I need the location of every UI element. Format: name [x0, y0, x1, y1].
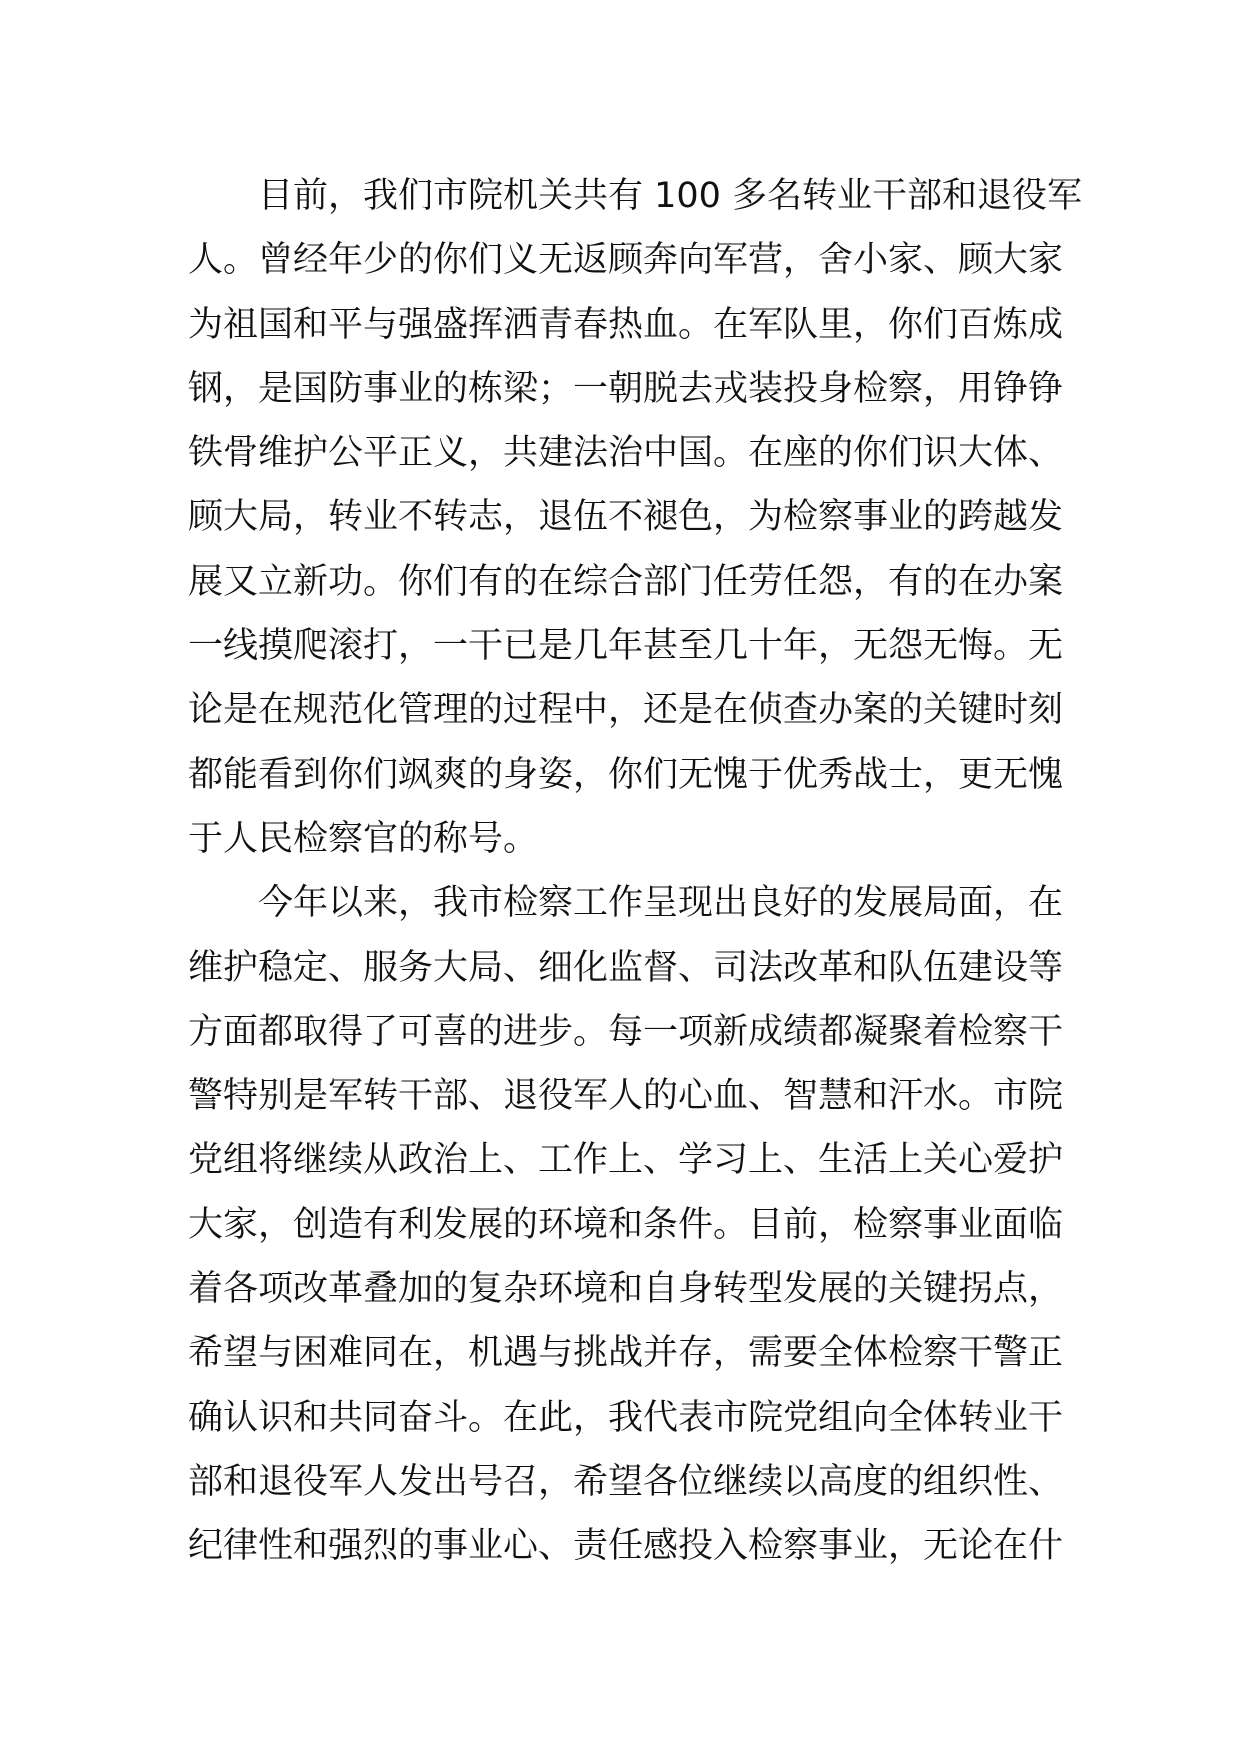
text-line: 大家，创造有利发展的环境和条件。目前，检察事业面临	[188, 1204, 1064, 1245]
text-line: 今年以来，我市检察工作呈现出良好的发展局面，在	[258, 883, 1064, 924]
text-line: 铁骨维护公平正义，共建法治中国。在座的你们识大体、	[188, 433, 1064, 474]
text-line: 确认识和共同奋斗。在此，我代表市院党组向全体转业干	[188, 1397, 1064, 1438]
text-line: 一线摸爬滚打，一干已是几年甚至几十年，无怨无悔。无	[188, 626, 1064, 667]
text-line: 维护稳定、服务大局、细化监督、司法改革和队伍建设等	[188, 947, 1064, 988]
text-line: 目前，我们市院机关共有 100 多名转业干部和退役军	[258, 176, 1083, 216]
text-line: 着各项改革叠加的复杂环境和自身转型发展的关键拐点，	[188, 1269, 1064, 1310]
text-line: 党组将继续从政治上、工作上、学习上、生活上关心爱护	[188, 1140, 1064, 1181]
text-line: 于人民检察官的称号。	[188, 818, 539, 859]
text-line: 都能看到你们飒爽的身姿，你们无愧于优秀战士，更无愧	[188, 754, 1064, 795]
text-line: 人。曾经年少的你们义无返顾奔向军营，舍小家、顾大家	[188, 240, 1064, 281]
text-line: 警特别是军转干部、退役军人的心血、智慧和汗水。市院	[188, 1076, 1064, 1117]
paragraph-2	[188, 871, 1064, 1578]
text-line: 展又立新功。你们有的在综合部门任劳任怨，有的在办案	[188, 561, 1064, 602]
text-line: 为祖国和平与强盛挥洒青春热血。在军队里，你们百炼成	[188, 304, 1064, 345]
text-line: 方面都取得了可喜的进步。每一项新成绩都凝聚着检察干	[188, 1011, 1064, 1052]
text-line: 论是在规范化管理的过程中，还是在侦查办案的关键时刻	[188, 690, 1064, 731]
text-line: 纪律性和强烈的事业心、责任感投入检察事业，无论在什	[188, 1526, 1064, 1567]
text-line: 部和退役军人发出号召，希望各位继续以高度的组织性、	[188, 1461, 1064, 1502]
document-body	[188, 164, 1083, 1579]
text-line: 钢，是国防事业的栋梁；一朝脱去戎装投身检察，用铮铮	[188, 368, 1064, 409]
paragraph-1	[188, 164, 1083, 871]
text-line: 希望与困难同在，机遇与挑战并存，需要全体检察干警正	[188, 1333, 1064, 1374]
text-line: 顾大局，转业不转志，退伍不褪色，为检察事业的跨越发	[188, 497, 1064, 538]
